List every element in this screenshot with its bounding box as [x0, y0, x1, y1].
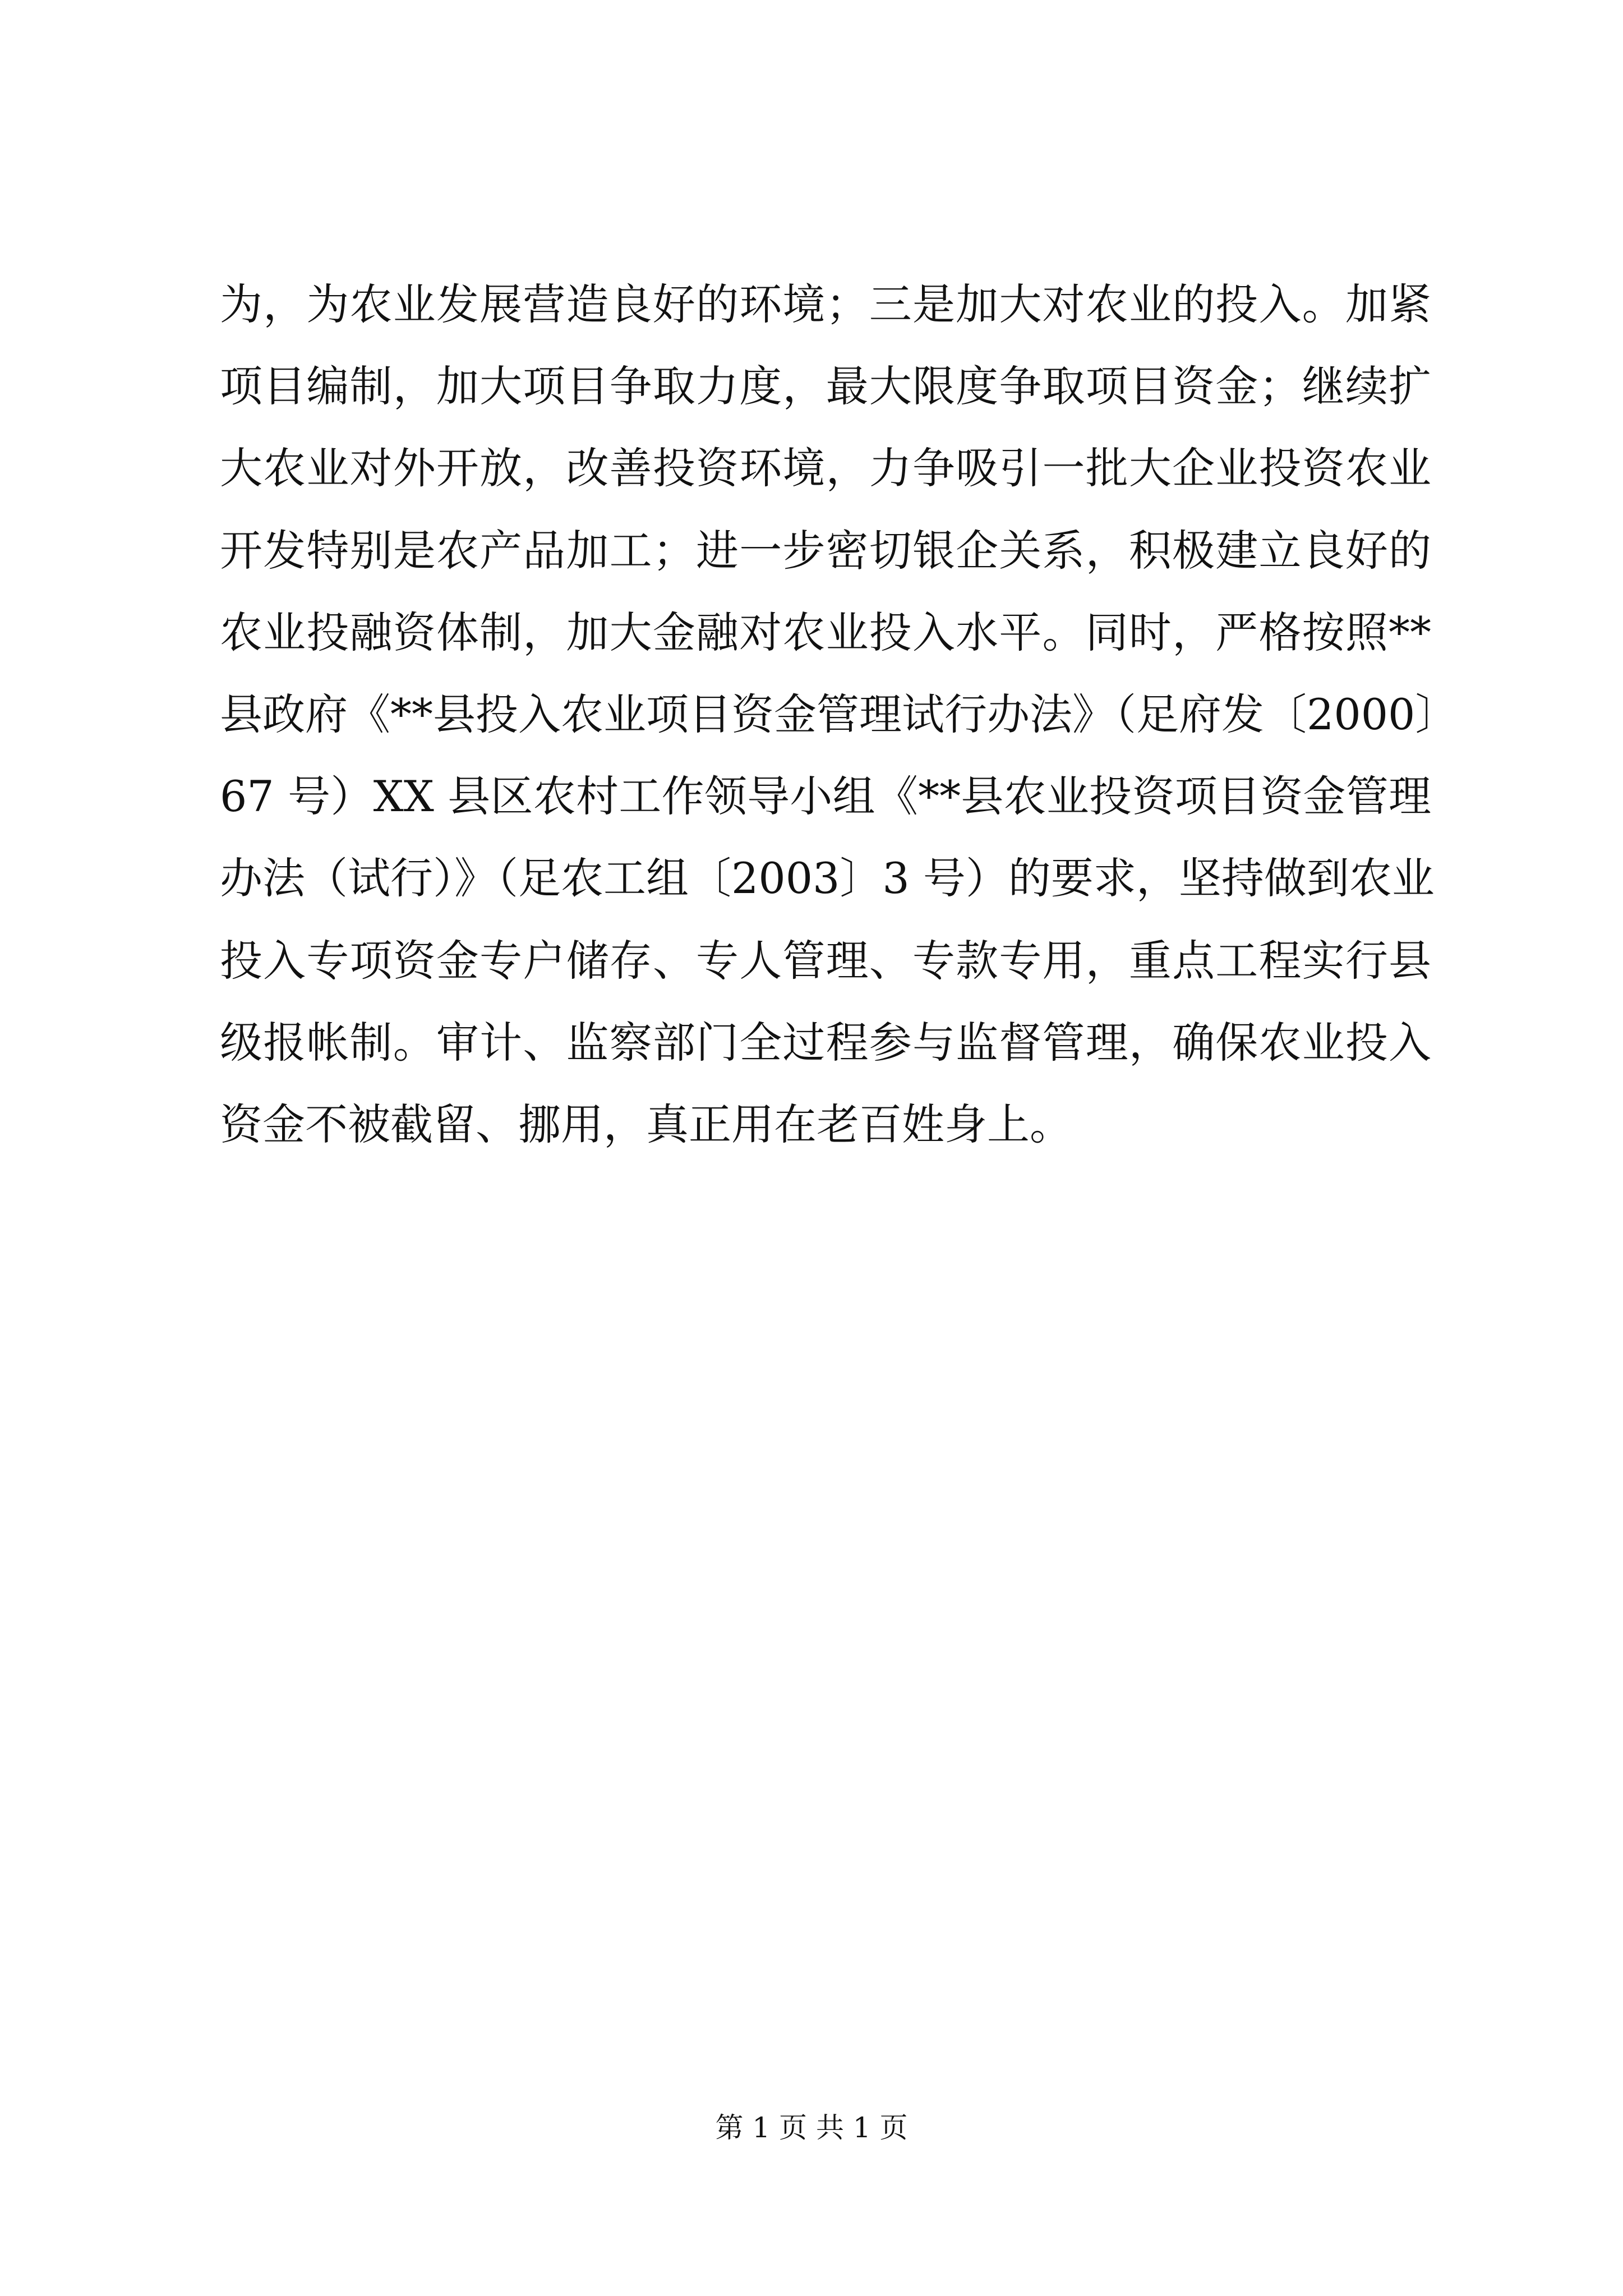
text-line: 县政府《**县投入农业项目资金管理试行办法》（足府发〔2000〕 [220, 689, 1458, 739]
text-line: 项目编制，加大项目争取力度，最大限度争取项目资金；继续扩 [220, 361, 1431, 412]
text-line: 投入专项资金专户储存、专人管理、专款专用，重点工程实行县 [220, 935, 1431, 986]
text-line: 办法（试行）》（足农工组〔2003〕3 号）的要求，坚持做到农业 [220, 853, 1435, 904]
text-line: 开发特别是农产品加工；进一步密切银企关系，积极建立良好的 [220, 525, 1431, 576]
text-line: 级报帐制。审计、监察部门全过程参与监督管理，确保农业投入 [220, 1017, 1431, 1068]
text-line: 67 号）XX 县区农村工作领导小组《**县农业投资项目资金管理 [220, 771, 1431, 822]
text-line: 资金不被截留、挪用，真正用在老百姓身上。 [220, 1099, 1072, 1149]
text-line: 大农业对外开放，改善投资环境，力争吸引一批大企业投资农业 [220, 443, 1431, 494]
page-number-footer: 第 1 页 共 1 页 [715, 2111, 908, 2144]
text-line: 为，为农业发展营造良好的环境；三是加大对农业的投入。加紧 [220, 279, 1431, 329]
text-line: 农业投融资体制，加大金融对农业投入水平。同时，严格按照** [220, 607, 1431, 657]
body-paragraph [220, 264, 1458, 1166]
